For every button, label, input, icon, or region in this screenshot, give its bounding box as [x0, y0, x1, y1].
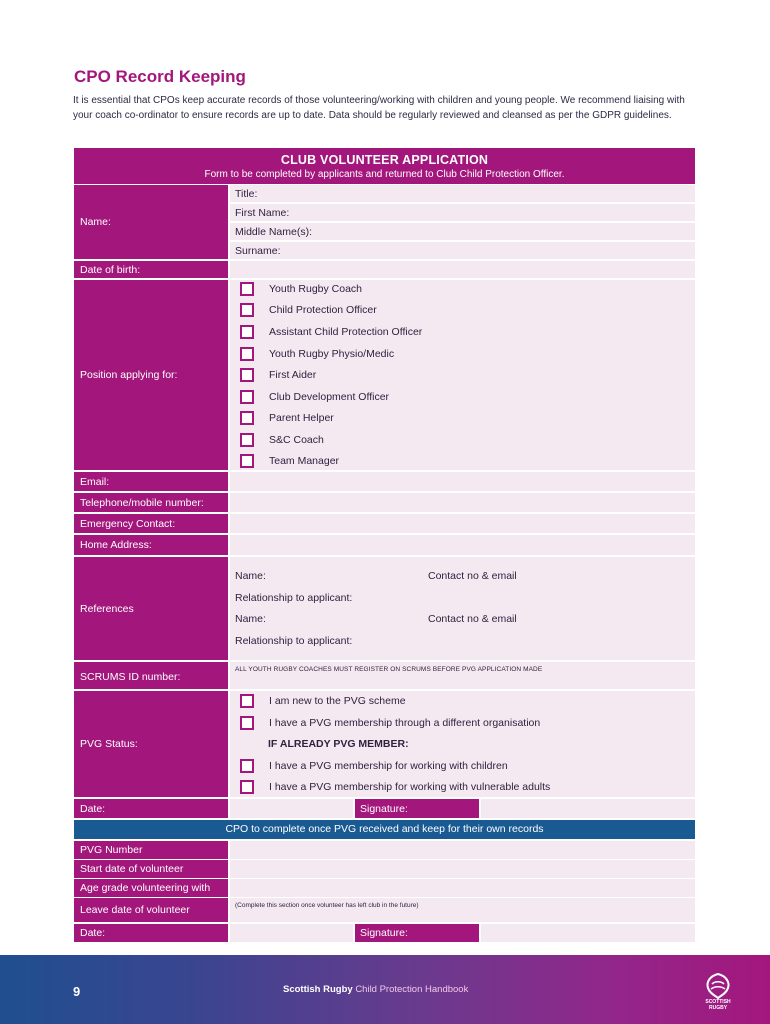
logo-text: SCOTTISH RUGBY — [705, 999, 731, 1011]
emergency-contact-field[interactable] — [230, 514, 695, 533]
intro-paragraph: It is essential that CPOs keep accurate records of those volunteering/working with children and young people. We recommend liaising with your coach co-ordinator to ensure records are up to date. Data should be regularly reviewed and cleansed as per the GDPR guidelines. — [73, 95, 685, 121]
address-label: Home Address: — [74, 535, 228, 555]
checkbox[interactable] — [240, 716, 254, 730]
start-date-label: Start date of volunteer — [74, 860, 228, 878]
scottish-rugby-logo — [698, 972, 738, 1012]
footer-doc-title: Child Protection Handbook — [355, 984, 469, 995]
position-option-label: First Aider — [269, 369, 317, 381]
date-label: Date: — [74, 799, 228, 818]
ref1-name: Name: — [235, 570, 266, 582]
pvg-option-label: I have a PVG membership for working with children — [269, 760, 508, 772]
footer-brand: Scottish Rugby — [283, 984, 353, 995]
leave-date-label: Leave date of volunteer — [74, 898, 228, 922]
position-option-label: Club Development Officer — [269, 391, 390, 403]
position-option[interactable] — [240, 302, 377, 318]
cpo-signature-field[interactable] — [481, 924, 695, 942]
pvg-number-label: PVG Number — [74, 841, 228, 859]
form-subtitle: Form to be completed by applicants and returned to Club Child Protection Officer. — [204, 169, 565, 180]
dob-label: Date of birth: — [74, 261, 228, 278]
position-option[interactable] — [240, 453, 340, 469]
name-label: Name: — [74, 185, 228, 259]
age-grade-label: Age grade volunteering with — [74, 879, 228, 897]
page-number: 9 — [73, 984, 81, 999]
cpo-signature-label: Signature: — [355, 924, 479, 942]
position-option-label: Youth Rugby Coach — [269, 283, 363, 295]
references-label: References — [74, 557, 228, 660]
checkbox[interactable] — [240, 433, 254, 447]
scrums-field[interactable]: ALL YOUTH RUGBY COACHES MUST REGISTER ON SCRUMS BEFORE PVG APPLICATION MADE — [230, 662, 695, 689]
checkbox[interactable] — [240, 759, 254, 773]
middle-name-field[interactable]: Middle Name(s): — [230, 223, 695, 240]
surname-field[interactable]: Surname: — [230, 242, 695, 259]
ref2-name: Name: — [235, 613, 266, 625]
position-option-label: S&C Coach — [269, 434, 324, 446]
signature-label: Signature: — [355, 799, 479, 818]
first-name-field[interactable]: First Name: — [230, 204, 695, 221]
age-grade-field[interactable] — [230, 879, 695, 897]
checkbox[interactable] — [240, 347, 254, 361]
ref2-contact: Contact no & email — [428, 613, 517, 625]
checkbox[interactable] — [240, 303, 254, 317]
pvg-number-field[interactable] — [230, 841, 695, 859]
footer-title — [283, 984, 468, 995]
pvg-member-option[interactable] — [240, 758, 508, 774]
page-footer — [0, 955, 770, 1024]
page-heading: CPO Record Keeping — [74, 67, 246, 86]
checkbox[interactable] — [240, 368, 254, 382]
position-option[interactable] — [240, 281, 363, 297]
ref1-relationship: Relationship to applicant: — [235, 592, 353, 604]
phone-label: Telephone/mobile number: — [74, 493, 228, 512]
checkbox[interactable] — [240, 694, 254, 708]
ref1-contact: Contact no & email — [428, 570, 517, 582]
checkbox[interactable] — [240, 390, 254, 404]
checkbox[interactable] — [240, 411, 254, 425]
position-option[interactable] — [240, 324, 423, 340]
date-field[interactable] — [230, 799, 353, 818]
signature-field[interactable] — [481, 799, 695, 818]
checkbox[interactable] — [240, 454, 254, 468]
position-option[interactable] — [240, 410, 334, 426]
scrums-label: SCRUMS ID number: — [74, 662, 228, 689]
position-option-label: Parent Helper — [269, 412, 334, 424]
phone-field[interactable] — [230, 493, 695, 512]
dob-field[interactable] — [230, 261, 695, 278]
thistle-icon — [698, 972, 738, 1000]
leave-date-field[interactable]: (Complete this section once volunteer has left club in the future) — [230, 898, 695, 922]
pvg-option[interactable] — [240, 693, 406, 709]
cpo-section-header: CPO to complete once PVG received and keep for their own records — [74, 820, 695, 839]
position-option[interactable] — [240, 367, 317, 383]
position-option-label: Team Manager — [269, 455, 340, 467]
position-label: Position applying for: — [74, 280, 228, 470]
pvg-option-label: I am new to the PVG scheme — [269, 695, 406, 707]
pvg-option[interactable] — [240, 715, 541, 731]
position-option-label: Youth Rugby Physio/Medic — [269, 348, 395, 360]
email-label: Email: — [74, 472, 228, 491]
address-field[interactable] — [230, 535, 695, 555]
checkbox[interactable] — [240, 282, 254, 296]
cpo-date-field[interactable] — [230, 924, 353, 942]
title-field[interactable]: Title: — [230, 185, 695, 202]
pvg-status-label: PVG Status: — [74, 691, 228, 797]
checkbox[interactable] — [240, 325, 254, 339]
emergency-contact-label: Emergency Contact: — [74, 514, 228, 533]
cpo-date-label: Date: — [74, 924, 228, 942]
pvg-option-label: I have a PVG membership for working with vulnerable adults — [269, 781, 551, 793]
position-option-label: Child Protection Officer — [269, 304, 377, 316]
position-option[interactable] — [240, 346, 395, 362]
ref2-relationship: Relationship to applicant: — [235, 635, 353, 647]
email-field[interactable] — [230, 472, 695, 491]
position-option[interactable] — [240, 432, 324, 448]
form-title: CLUB VOLUNTEER APPLICATION — [280, 153, 489, 167]
pvg-member-option[interactable] — [240, 779, 551, 795]
form-header — [74, 148, 695, 184]
pvg-member-heading: IF ALREADY PVG MEMBER: — [268, 738, 409, 750]
position-option-label: Assistant Child Protection Officer — [269, 326, 423, 338]
checkbox[interactable] — [240, 780, 254, 794]
start-date-field[interactable] — [230, 860, 695, 878]
position-option[interactable] — [240, 389, 390, 405]
pvg-option-label: I have a PVG membership through a different organisation — [269, 717, 541, 729]
